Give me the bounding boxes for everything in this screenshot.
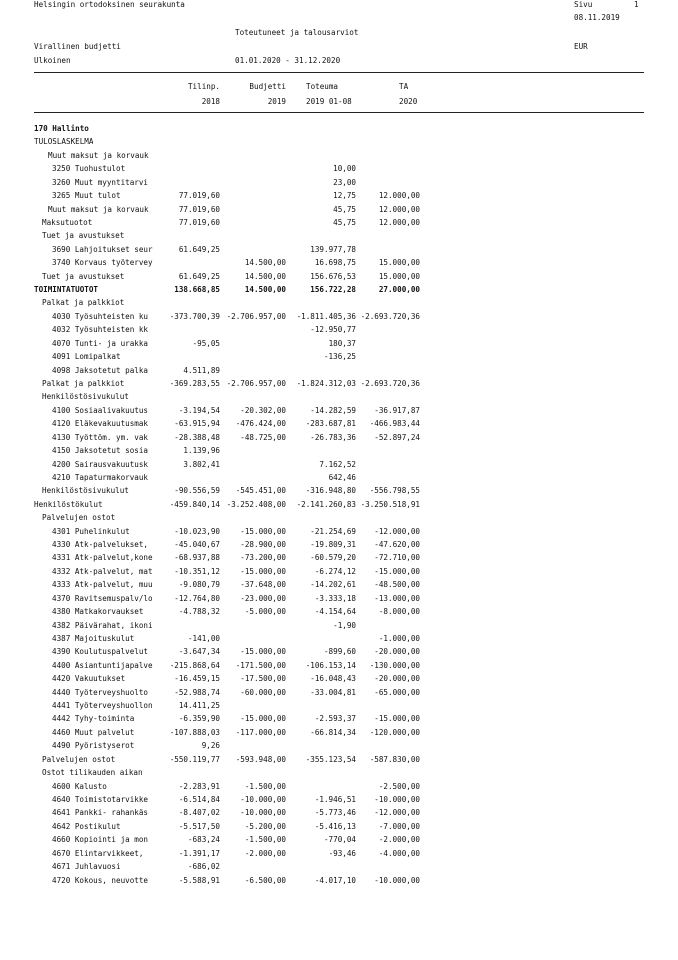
table-row: [0, 753, 678, 766]
table-row: [0, 444, 678, 457]
row-value-col3: 45,75: [333, 217, 356, 227]
row-value-col1: -63.915,94: [174, 419, 220, 429]
row-value-col4: -2.693.720,36: [360, 378, 420, 388]
table-row: [0, 498, 678, 511]
row-value-col4: 15.000,00: [378, 271, 420, 281]
row-value-col4: 15.000,00: [378, 258, 420, 268]
row-label: 4091 Lomipalkat: [52, 352, 121, 362]
row-value-col3: 16.698,75: [314, 258, 356, 268]
row-value-col3: -33.004,81: [310, 687, 356, 697]
row-value-col3: -1.946,51: [314, 795, 356, 804]
row-label: Tuet ja avustukset: [42, 271, 125, 281]
row-value-col4: -15.000,00: [374, 714, 420, 724]
table-row: [0, 780, 678, 793]
row-value-col2: -15.000,00: [240, 714, 286, 724]
row-value-col2: -2.706.957,00: [226, 311, 286, 321]
row-value-col1: -10.351,12: [174, 566, 220, 576]
row-value-col2: -15.000,00: [240, 526, 286, 536]
row-value-col4: -52.897,24: [374, 432, 420, 442]
row-value-col2: -2.000,00: [244, 848, 286, 858]
table-row: [0, 256, 678, 269]
report-title: Toteutuneet ja talousarviot: [235, 28, 359, 37]
row-value-col4: -36.917,87: [374, 405, 420, 415]
table-row: [0, 645, 678, 658]
row-value-col3: -899,60: [323, 647, 356, 657]
table-row: [0, 551, 678, 564]
row-value-col1: -2.283,91: [178, 781, 220, 791]
row-label: 4098 Jaksotetut palka: [52, 365, 149, 375]
row-label: TOIMINTATUOTOT: [34, 285, 99, 295]
row-value-col4: -3.250.518,91: [360, 499, 420, 509]
row-value-col3: -14.202,61: [310, 580, 356, 590]
row-label: 4330 Atk-palvelukset,: [52, 540, 149, 550]
row-label: 3265 Muut tulot: [52, 191, 121, 201]
row-label: 4370 Ravitsemuspalv/lo: [52, 593, 153, 603]
row-label: Palvelujen ostot: [42, 513, 116, 523]
row-value-col1: 138.668,85: [174, 285, 220, 295]
row-label: 4441 Työterveyshuollon: [52, 701, 153, 711]
row-label: 4150 Jaksotetut sosia: [52, 446, 149, 456]
row-value-col3: -6.274,12: [314, 566, 356, 576]
row-value-col4: -20.000,00: [374, 674, 420, 684]
row-value-col2: -60.000,00: [240, 687, 286, 697]
row-value-col1: -686,02: [187, 862, 220, 872]
row-value-col4: -72.710,00: [374, 553, 420, 563]
row-value-col4: -120.000,00: [369, 727, 420, 737]
row-label: 4100 Sosiaalivakuutus: [52, 405, 149, 415]
table-row: [0, 484, 678, 497]
row-value-col1: 61.649,25: [178, 244, 220, 254]
row-value-col3: -21.254,69: [310, 526, 356, 536]
row-label: TULOSLASKELMA: [34, 137, 94, 147]
col3-header-line1: Toteuma: [306, 82, 339, 91]
row-label: 3260 Muut myyntitarvi: [52, 177, 149, 187]
row-label: 4400 Asiantuntijapalve: [52, 660, 153, 670]
table-row: [0, 162, 678, 175]
row-label: Henkilöstösivukulut: [42, 392, 129, 402]
row-value-col4: -13.000,00: [374, 593, 420, 603]
row-value-col1: -5.588,91: [178, 875, 220, 885]
row-value-col1: -10.023,90: [174, 526, 220, 536]
budget-type: Virallinen budjetti: [34, 42, 121, 51]
row-value-col3: -1.824.312,03: [296, 378, 356, 388]
table-row: [0, 390, 678, 403]
row-value-col2: -6.500,00: [244, 875, 286, 885]
row-label: 4030 Työsuhteisten ku: [52, 311, 149, 321]
row-value-col1: 77.019,60: [178, 204, 220, 214]
table-row: [0, 538, 678, 551]
row-value-col2: -1.500,00: [244, 781, 286, 791]
row-value-col3: 180,37: [328, 338, 356, 348]
row-value-col2: -10.000,00: [240, 795, 286, 804]
row-value-col2: -23.000,00: [240, 593, 286, 603]
row-label: 4460 Muut palvelut: [52, 727, 135, 737]
row-label: 4032 Työsuhteisten kk: [52, 325, 149, 335]
table-row: [0, 833, 678, 846]
row-value-col1: -12.764,80: [174, 593, 220, 603]
table-row: [0, 176, 678, 189]
row-value-col3: -26.783,36: [310, 432, 356, 442]
row-value-col4: -130.000,00: [369, 660, 420, 670]
row-value-col4: -7.000,00: [378, 821, 420, 831]
scope: Ulkoinen: [34, 56, 71, 65]
row-value-col2: -15.000,00: [240, 566, 286, 576]
row-value-col3: -283.687,81: [305, 419, 356, 429]
header-rule-top: [34, 72, 644, 73]
row-label: 4640 Toimistotarvikke: [52, 795, 149, 804]
row-label: 4600 Kalusto: [52, 781, 107, 791]
row-value-col4: -65.000,00: [374, 687, 420, 697]
table-row: [0, 860, 678, 873]
row-label: 4301 Puhelinkulut: [52, 526, 130, 536]
row-value-col1: -3.194,54: [178, 405, 220, 415]
row-value-col4: 12.000,00: [378, 191, 420, 201]
row-value-col1: -4.788,32: [178, 607, 220, 617]
row-value-col3: -5.773,46: [314, 808, 356, 818]
row-value-col3: -4.017,10: [314, 875, 356, 885]
row-label: 4333 Atk-palvelut, muu: [52, 580, 153, 590]
row-value-col3: 7.162,52: [319, 459, 356, 469]
row-label: 4200 Sairausvakuutusk: [52, 459, 149, 469]
row-value-col2: -48.725,00: [240, 432, 286, 442]
col2-header-line1: Budjetti: [249, 82, 286, 91]
col4-header-line1: TA: [399, 82, 409, 91]
table-row: [0, 874, 678, 887]
row-value-col4: -1.000,00: [378, 633, 420, 643]
row-value-col2: -10.000,00: [240, 808, 286, 818]
page-number: 1: [634, 0, 639, 9]
row-value-col3: -60.579,20: [310, 553, 356, 563]
row-value-col1: -107.888,03: [169, 727, 220, 737]
row-value-col1: -8.407,02: [178, 808, 220, 818]
col2-header-line2: 2019: [267, 97, 286, 106]
row-value-col4: 12.000,00: [378, 217, 420, 227]
row-label: 4390 Koulutuspalvelut: [52, 647, 149, 657]
row-value-col1: -28.388,48: [174, 432, 220, 442]
table-row: [0, 471, 678, 484]
row-value-col1: -5.517,50: [178, 821, 220, 831]
row-value-col1: -683,24: [187, 835, 220, 845]
table-row: [0, 203, 678, 216]
row-value-col4: 27.000,00: [378, 285, 420, 295]
row-value-col2: -5.000,00: [244, 607, 286, 617]
row-value-col2: 14.500,00: [244, 271, 286, 281]
row-value-col3: 156.676,53: [310, 271, 356, 281]
row-value-col2: 14.500,00: [244, 285, 286, 295]
col3-header-line2: 2019 01-08: [306, 97, 352, 106]
row-label: 4332 Atk-palvelut, mat: [52, 566, 153, 576]
table-row: [0, 726, 678, 739]
row-label: Palkat ja palkkiot: [42, 378, 125, 388]
row-value-col3: -12.950,77: [310, 325, 356, 335]
row-value-col4: -12.000,00: [374, 808, 420, 818]
row-label: 4642 Postikulut: [52, 821, 121, 831]
row-value-col4: -48.500,00: [374, 580, 420, 590]
table-row: [0, 417, 678, 430]
row-label: Ostot tilikauden aikan: [42, 768, 143, 778]
row-value-col2: -117.000,00: [235, 727, 286, 737]
table-row: [0, 739, 678, 752]
table-row: [0, 377, 678, 390]
row-value-col3: -16.048,43: [310, 674, 356, 684]
currency: EUR: [574, 42, 588, 51]
table-row: [0, 310, 678, 323]
row-value-col2: -20.302,00: [240, 405, 286, 415]
row-value-col1: -1.391,17: [178, 848, 220, 858]
row-value-col3: -770,04: [323, 835, 356, 845]
row-label: 4120 Eläkevakuutusmak: [52, 419, 149, 429]
row-value-col1: 61.649,25: [178, 271, 220, 281]
row-value-col1: -369.283,55: [169, 378, 220, 388]
table-row: [0, 229, 678, 242]
row-value-col2: -37.648,00: [240, 580, 286, 590]
row-value-col3: -355.123,54: [305, 754, 356, 764]
row-label: 4442 Tyhy-toiminta: [52, 714, 135, 724]
row-label: Henkilöstökulut: [34, 499, 103, 509]
table-row: [0, 525, 678, 538]
row-value-col2: -5.200,00: [244, 821, 286, 831]
row-label: 4490 Pyöristyserot: [52, 741, 135, 751]
table-row: [0, 296, 678, 309]
table-row: [0, 431, 678, 444]
row-value-col4: -12.000,00: [374, 526, 420, 536]
table-row: [0, 149, 678, 162]
table-row: [0, 578, 678, 591]
row-value-col3: -5.416,13: [314, 821, 356, 831]
row-label: 4331 Atk-palvelut,kone: [52, 553, 153, 563]
row-value-col3: -14.282,59: [310, 405, 356, 415]
row-label: 170 Hallinto: [34, 124, 89, 133]
row-value-col2: -28.900,00: [240, 540, 286, 550]
row-label: 4387 Majoituskulut: [52, 633, 135, 643]
table-row: [0, 122, 678, 135]
row-value-col1: 9,26: [201, 741, 220, 751]
row-value-col2: -545.451,00: [235, 486, 286, 496]
row-value-col2: -476.424,00: [235, 419, 286, 429]
row-label: 3250 Tuohustulot: [52, 164, 126, 174]
table-row: [0, 619, 678, 632]
row-value-col2: -3.252.408,00: [226, 499, 286, 509]
row-value-col1: -215.868,64: [169, 660, 220, 670]
table-row: [0, 404, 678, 417]
row-value-col4: -466.983,44: [369, 419, 420, 429]
row-label: Tuet ja avustukset: [42, 231, 125, 241]
row-label: 3690 Lahjoitukset seur: [52, 244, 153, 254]
row-value-col3: 156.722,28: [310, 285, 356, 295]
row-value-col3: -19.809,31: [310, 540, 356, 550]
row-value-col1: -45.040,67: [174, 540, 220, 550]
table-row: [0, 847, 678, 860]
row-value-col1: -68.937,88: [174, 553, 220, 563]
row-label: 4670 Elintarvikkeet,: [52, 848, 144, 858]
table-row: [0, 699, 678, 712]
row-label: 4210 Tapaturmakorvauk: [52, 472, 149, 482]
row-value-col2: 14.500,00: [244, 258, 286, 268]
row-value-col4: -2.000,00: [378, 835, 420, 845]
row-value-col1: -90.556,59: [174, 486, 220, 496]
period: 01.01.2020 - 31.12.2020: [235, 56, 341, 65]
row-value-col4: -8.000,00: [378, 607, 420, 617]
row-value-col2: -17.500,00: [240, 674, 286, 684]
row-value-col1: -141,00: [187, 633, 220, 643]
table-row: [0, 216, 678, 229]
row-value-col4: -556.798,55: [369, 486, 420, 496]
row-value-col3: -4.154,64: [314, 607, 356, 617]
col1-header-line2: 2018: [201, 97, 220, 106]
row-value-col4: -2.693.720,36: [360, 311, 420, 321]
row-value-col1: -6.514,84: [178, 795, 220, 804]
report-date: 08.11.2019: [574, 13, 620, 22]
row-label: 4671 Juhlavuosi: [52, 862, 121, 872]
table-row: [0, 712, 678, 725]
row-label: 3740 Korvaus työtervey: [52, 258, 153, 268]
org-name: Helsingin ortodoksinen seurakunta: [34, 0, 185, 9]
row-value-col3: 12,75: [333, 191, 356, 201]
row-value-col3: -1,90: [333, 620, 356, 630]
row-value-col2: -171.500,00: [235, 660, 286, 670]
table-row: [0, 243, 678, 256]
page-label: Sivu: [574, 0, 593, 9]
row-label: 4420 Vakuutukset: [52, 674, 126, 684]
row-label: 4380 Matkakorvaukset: [52, 607, 144, 617]
table-row: [0, 659, 678, 672]
row-value-col2: -73.200,00: [240, 553, 286, 563]
row-value-col4: -10.000,00: [374, 795, 420, 804]
table-row: [0, 592, 678, 605]
table-row: [0, 793, 678, 806]
row-value-col3: -93,46: [328, 848, 356, 858]
row-label: 4070 Tunti- ja urakka: [52, 338, 149, 348]
row-value-col1: -550.119,77: [169, 754, 220, 764]
row-value-col4: -587.830,00: [369, 754, 420, 764]
table-row: [0, 270, 678, 283]
table-row: [0, 632, 678, 645]
row-value-col3: -3.333,18: [314, 593, 356, 603]
col4-header-line2: 2020: [399, 97, 418, 106]
table-row: [0, 283, 678, 296]
row-value-col3: -66.814,34: [310, 727, 356, 737]
row-value-col3: 45,75: [333, 204, 356, 214]
col1-header-line1: Tilinp.: [187, 82, 220, 91]
row-label: 4130 Työttöm. ym. vak: [52, 432, 149, 442]
row-value-col1: -3.647,34: [178, 647, 220, 657]
row-value-col1: -9.080,79: [178, 580, 220, 590]
row-value-col4: -10.000,00: [374, 875, 420, 885]
row-label: 4382 Päivärahat, ikoni: [52, 620, 153, 630]
row-label: Henkilöstösivukulut: [42, 486, 129, 496]
row-value-col1: -95,05: [192, 338, 220, 348]
row-value-col2: -15.000,00: [240, 647, 286, 657]
row-value-col2: -593.948,00: [235, 754, 286, 764]
row-value-col1: 3.802,41: [183, 459, 220, 469]
row-value-col4: 12.000,00: [378, 204, 420, 214]
row-value-col3: 23,00: [333, 177, 356, 187]
row-label: 4660 Kopiointi ja mon: [52, 835, 149, 845]
row-value-col4: -2.500,00: [378, 781, 420, 791]
row-value-col4: -47.620,00: [374, 540, 420, 550]
row-value-col1: -16.459,15: [174, 674, 220, 684]
row-value-col1: -373.700,39: [169, 311, 220, 321]
table-row: [0, 337, 678, 350]
row-value-col3: 642,46: [328, 472, 356, 482]
row-value-col1: 4.511,89: [183, 365, 220, 375]
row-value-col3: -106.153,14: [305, 660, 356, 670]
table-row: [0, 511, 678, 524]
row-value-col1: -52.988,74: [174, 687, 220, 697]
row-label: Muut maksut ja korvauk: [48, 204, 149, 214]
row-value-col3: -2.141.260,83: [296, 499, 356, 509]
row-value-col3: -316.948,80: [305, 486, 356, 496]
table-row: [0, 820, 678, 833]
row-value-col2: -2.706.957,00: [226, 378, 286, 388]
table-row: [0, 458, 678, 471]
row-value-col3: -136,25: [323, 352, 356, 362]
row-value-col1: -459.840,14: [169, 499, 220, 509]
table-row: [0, 605, 678, 618]
row-value-col4: -20.000,00: [374, 647, 420, 657]
table-row: [0, 565, 678, 578]
row-value-col3: 139.977,78: [310, 244, 356, 254]
row-value-col1: -6.359,90: [178, 714, 220, 724]
table-row: [0, 323, 678, 336]
row-label: 4641 Pankki- rahankäs: [52, 808, 149, 818]
table-row: [0, 135, 678, 148]
row-value-col4: -15.000,00: [374, 566, 420, 576]
row-label: Muut maksut ja korvauk: [48, 150, 149, 160]
row-value-col1: 77.019,60: [178, 191, 220, 201]
row-value-col3: -2.593,37: [314, 714, 356, 724]
row-label: Palkat ja palkkiot: [42, 298, 125, 308]
row-label: 4440 Työterveyshuolto: [52, 687, 149, 697]
table-row: [0, 364, 678, 377]
row-value-col2: -1.500,00: [244, 835, 286, 845]
row-label: 4720 Kokous, neuvotte: [52, 875, 149, 885]
table-row: [0, 766, 678, 779]
row-value-col1: 1.139,96: [183, 446, 220, 456]
table-row: [0, 189, 678, 202]
row-value-col3: -1.811.405,36: [296, 311, 356, 321]
row-value-col1: 77.019,60: [178, 217, 220, 227]
table-row: [0, 350, 678, 363]
row-value-col3: 10,00: [333, 164, 356, 174]
row-label: Palvelujen ostot: [42, 754, 116, 764]
row-label: Maksutuotot: [42, 217, 93, 227]
row-value-col1: 14.411,25: [178, 701, 220, 711]
table-row: [0, 686, 678, 699]
row-value-col4: -4.000,00: [378, 848, 420, 858]
header-rule-bottom: [34, 112, 644, 113]
table-row: [0, 806, 678, 819]
table-row: [0, 672, 678, 685]
